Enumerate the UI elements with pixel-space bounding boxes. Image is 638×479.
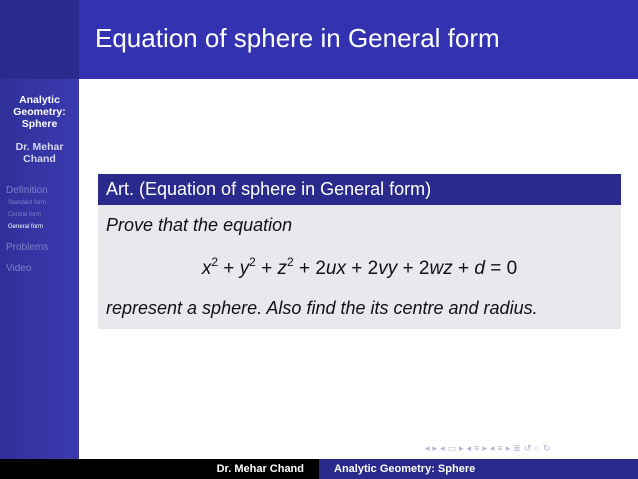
forward-icon[interactable]: ↻	[542, 442, 551, 453]
presentation-author[interactable]	[0, 141, 79, 165]
arrow-right-icon[interactable]: ▸	[432, 442, 438, 453]
frame-right-icon[interactable]: ▸	[459, 442, 464, 453]
title-line: Sphere	[21, 118, 58, 130]
nav-subsection-standard-form[interactable]: Standard form	[8, 200, 47, 206]
article-statement: Prove that the equation	[106, 215, 293, 235]
section-left-icon[interactable]: ◂	[489, 442, 495, 453]
search-icon[interactable]: ○	[534, 443, 540, 453]
nav-section-problems[interactable]: Problems	[6, 242, 49, 253]
arrow-left-icon[interactable]: ◂	[425, 442, 430, 453]
sidebar	[0, 0, 79, 459]
sidebar-top-band	[0, 0, 79, 79]
subsection-right-icon[interactable]: ▸	[482, 442, 487, 453]
article-block	[98, 174, 621, 329]
presentation-title[interactable]	[0, 94, 79, 130]
footer-title[interactable]: Analytic Geometry: Sphere	[319, 459, 638, 479]
article-heading: Art. (Equation of sphere in General form)	[98, 174, 621, 205]
nav-section-definition[interactable]: Definition	[6, 185, 48, 196]
subsection-icon[interactable]: ≡	[474, 443, 480, 453]
subsection-left-icon[interactable]: ◂	[466, 442, 472, 453]
frame-header	[79, 0, 638, 79]
nav-subsection-central-form[interactable]: Central form	[8, 212, 42, 218]
sidebar-navigation	[6, 184, 78, 275]
author-line: Chand	[23, 153, 56, 165]
nav-gap	[6, 233, 78, 241]
section-right-icon[interactable]: ▸	[505, 442, 511, 453]
back-icon[interactable]: ↺	[523, 442, 532, 453]
frame-title: Equation of sphere in General form	[95, 23, 500, 53]
title-line: Analytic	[19, 94, 60, 106]
align-icon[interactable]: ≣	[513, 442, 521, 453]
frame-icon[interactable]: ▭	[447, 442, 457, 453]
nav-gap	[6, 254, 78, 262]
section-icon[interactable]: ≡	[497, 443, 503, 453]
author-line: Dr. Mehar	[15, 141, 64, 153]
frame-left-icon[interactable]: ◂	[440, 442, 445, 453]
footer-bar	[0, 459, 638, 479]
beamer-navigation-bar	[425, 441, 635, 455]
article-body	[98, 205, 621, 329]
sphere-equation: $x^2 + y^2 + z^2 + 2ux + 2vy + 2wz + d = 0$	[201, 255, 518, 279]
footer-author[interactable]: Dr. Mehar Chand	[0, 459, 319, 479]
nav-section-video[interactable]: Video	[6, 263, 32, 274]
nav-subsection-general-form[interactable]: General form	[8, 224, 44, 230]
title-line: Geometry:	[13, 106, 66, 118]
article-task: represent a sphere. Also find the its centre and radius.	[106, 298, 538, 318]
